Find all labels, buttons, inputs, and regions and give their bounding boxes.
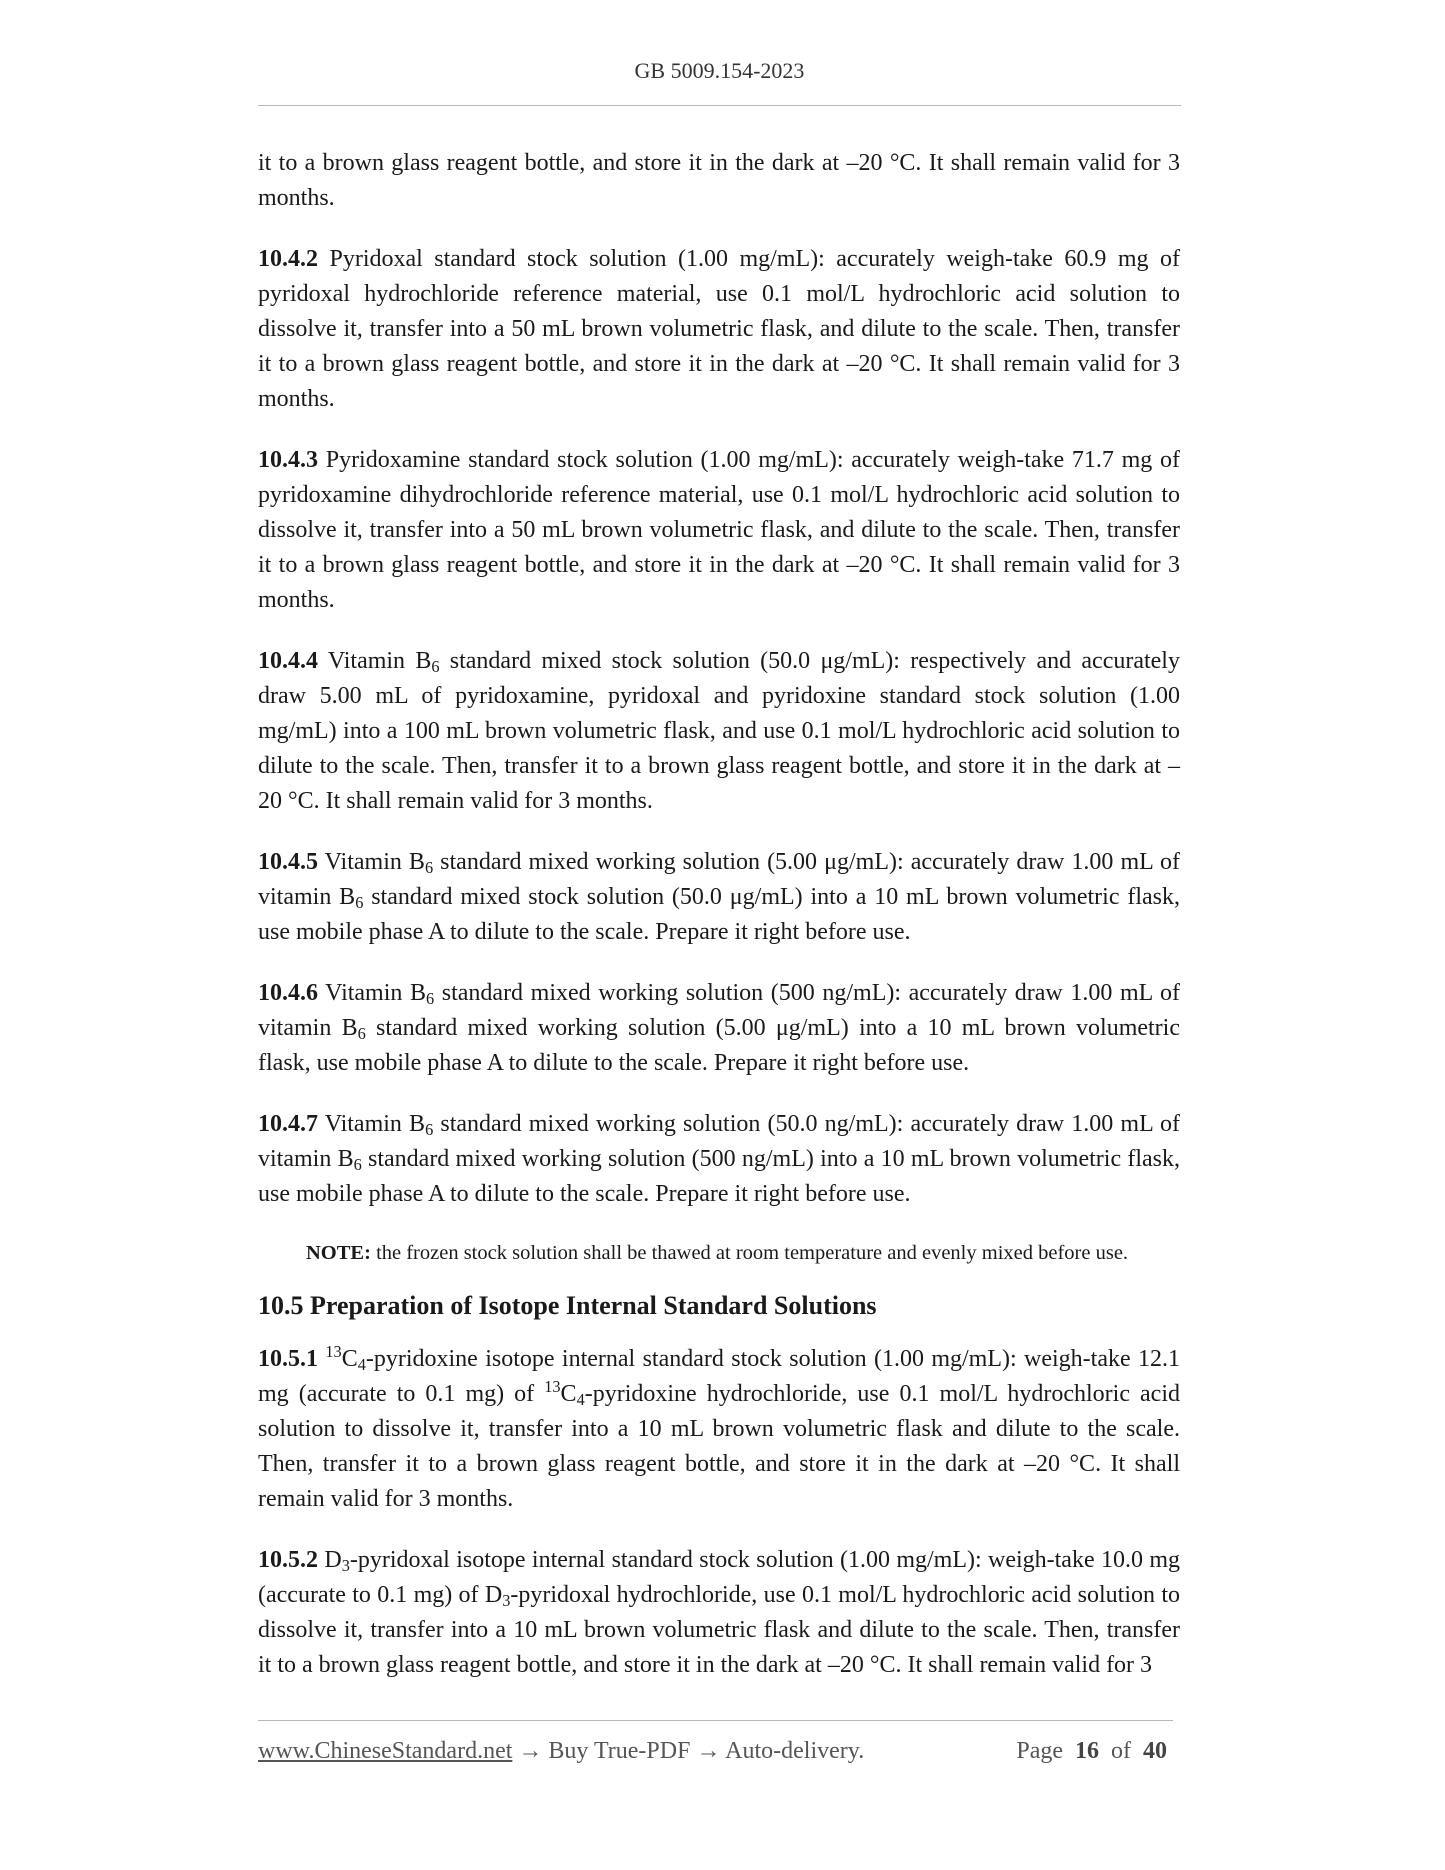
clause-10-4-2 — [258, 242, 1180, 417]
paragraph-text: it to a brown glass reagent bottle, and store it in the dark at –20 °C. It shall remain valid for 3 months. — [258, 150, 1180, 211]
clause-text: -pyridoxal isotope internal standard stock solution (1.00 mg/mL): weigh-take 10.0 mg (accurate to 0.1 mg) of D — [258, 1547, 1181, 1608]
clause-10-5-1 — [258, 1342, 1180, 1517]
section-heading: 10.5 Preparation of Isotope Internal Standard Solutions — [258, 1291, 877, 1320]
page-label: Page — [1016, 1738, 1063, 1764]
clause-text: standard mixed working solution (50.0 ng/mL): accurately draw 1.00 mL of vitamin B — [258, 1111, 1180, 1172]
buy-text: Buy True-PDF — [548, 1738, 691, 1764]
subscript: 6 — [353, 1155, 362, 1175]
clause-text: standard mixed stock solution (50.0 μg/mL) into a 10 mL brown volumetric flask, use mobile phase A to dilute to the scale. Prepare it right before use. — [258, 884, 1181, 945]
page-indicator — [1016, 1738, 1167, 1765]
clause-number: 10.4.7 — [258, 1111, 318, 1137]
clause-text: Vitamin B — [325, 980, 426, 1006]
subscript: 3 — [341, 1556, 350, 1576]
document-code-header: GB 5009.154-2023 — [634, 58, 805, 83]
clause-text: standard mixed working solution (5.00 μg/mL): accurately draw 1.00 mL of vitamin B — [258, 849, 1180, 910]
superscript: 13 — [544, 1377, 561, 1397]
note — [258, 1238, 1180, 1268]
clause-number: 10.4.4 — [258, 648, 318, 674]
arrow-right-icon: → — [518, 1738, 543, 1764]
clause-text: -pyridoxine hydrochloride, use 0.1 mol/L hydrochloric acid solution to dissolve it, transfer into a 10 mL brown volumetric flask and dilute to the scale. Then, transfer it to a brown glass reagent bottle, and store it in the dark at –20 °C. It shall remain valid for 3 months. — [258, 1381, 1181, 1512]
subscript: 6 — [425, 1120, 434, 1140]
paragraph-continued — [258, 146, 1180, 216]
clause-text: Pyridoxal standard stock solution (1.00 mg/mL): accurately weigh-take 60.9 mg of pyridoxal hydrochloride reference material, use 0.1 mol/L hydrochloric acid solution to dissolve it, transfer into a 50 mL brown volumetric flask, and dilute to the scale. Then, transfer it to a brown glass reagent bottle, and store it in the dark at –20 °C. It shall remain valid for 3 months. — [258, 246, 1181, 412]
clause-number: 10.4.2 — [258, 246, 318, 272]
clause-number: 10.5.2 — [258, 1547, 318, 1573]
clause-text: Pyridoxamine standard stock solution (1.00 mg/mL): accurately weigh-take 71.7 mg of pyridoxamine dihydrochloride reference material, use 0.1 mol/L hydrochloric acid solution to dissolve it, transfer into a 50 mL brown volumetric flask, and dilute to the scale. Then, transfer it to a brown glass reagent bottle, and store it in the dark at –20 °C. It shall remain valid for 3 months. — [258, 447, 1181, 613]
clause-text: standard mixed stock solution (50.0 μg/mL): respectively and accurately draw 5.00 mL of pyridoxamine, pyridoxal and pyridoxine standard stock solution (1.00 mg/mL) into a 100 mL brown volumetric flask, and use 0.1 mol/L hydrochloric acid solution to dilute to the scale. Then, transfer it to a brown glass reagent bottle, and store it in the dark at –20 °C. It shall remain valid for 3 months. — [258, 648, 1180, 814]
clause-number: 10.4.5 — [258, 849, 318, 875]
subscript: 6 — [426, 989, 435, 1009]
clause-text: standard mixed working solution (5.00 μg/mL) into a 10 mL brown volumetric flask, use mobile phase A to dilute to the scale. Prepare it right before use. — [258, 1015, 1180, 1076]
footer-promo — [258, 1738, 864, 1765]
clause-text: C — [560, 1381, 577, 1407]
clause-10-4-7 — [258, 1107, 1180, 1212]
superscript: 13 — [325, 1342, 342, 1362]
clause-text: -pyridoxine isotope internal standard stock solution (1.00 mg/mL): weigh-take 12.1 mg (accurate to 0.1 mg) of — [258, 1346, 1181, 1407]
clause-10-4-6 — [258, 976, 1180, 1081]
footer-divider — [258, 1720, 1173, 1721]
subscript: 6 — [355, 893, 364, 913]
clause-10-4-3 — [258, 443, 1180, 618]
clause-text: C — [341, 1346, 358, 1372]
clause-text: standard mixed working solution (500 ng/mL) into a 10 mL brown volumetric flask, use mobile phase A to dilute to the scale. Prepare it right before use. — [258, 1146, 1180, 1207]
subscript: 3 — [502, 1591, 511, 1611]
delivery-text: Auto-delivery. — [725, 1738, 865, 1764]
clause-text: standard mixed working solution (500 ng/mL): accurately draw 1.00 mL of vitamin B — [258, 980, 1180, 1041]
clause-text: Vitamin B — [324, 1111, 426, 1137]
subscript: 6 — [431, 657, 440, 677]
page-total: 40 — [1143, 1738, 1167, 1764]
clause-text: Vitamin B — [327, 648, 432, 674]
clause-number: 10.4.6 — [258, 980, 318, 1006]
subscript: 6 — [357, 1024, 366, 1044]
header-divider — [258, 105, 1181, 106]
clause-10-4-4 — [258, 644, 1180, 819]
page-number: 16 — [1075, 1738, 1099, 1764]
subscript: 4 — [576, 1390, 585, 1410]
subscript: 6 — [424, 858, 434, 878]
clause-10-5-2 — [258, 1543, 1180, 1683]
site-link[interactable]: www.ChineseStandard.net — [258, 1738, 513, 1764]
clause-text: Vitamin B — [324, 849, 425, 875]
clause-10-4-5 — [258, 845, 1180, 950]
of-label: of — [1111, 1738, 1131, 1764]
note-text: the frozen stock solution shall be thawed at room temperature and evenly mixed before use. — [376, 1242, 1129, 1264]
document-body — [258, 146, 1180, 1709]
subscript: 4 — [357, 1355, 366, 1375]
arrow-right-icon: → — [696, 1738, 721, 1764]
clause-number: 10.5.1 — [258, 1346, 318, 1372]
clause-text: D — [324, 1547, 342, 1573]
clause-text: -pyridoxal hydrochloride, use 0.1 mol/L hydrochloric acid solution to dissolve it, transfer into a 10 mL brown volumetric flask and dilute to the scale. Then, transfer it to a brown glass reagent bottle, and store it in the dark at –20 °C. It shall remain valid for 3 — [258, 1582, 1180, 1678]
note-label: NOTE: — [306, 1242, 371, 1264]
clause-number: 10.4.3 — [258, 447, 318, 473]
